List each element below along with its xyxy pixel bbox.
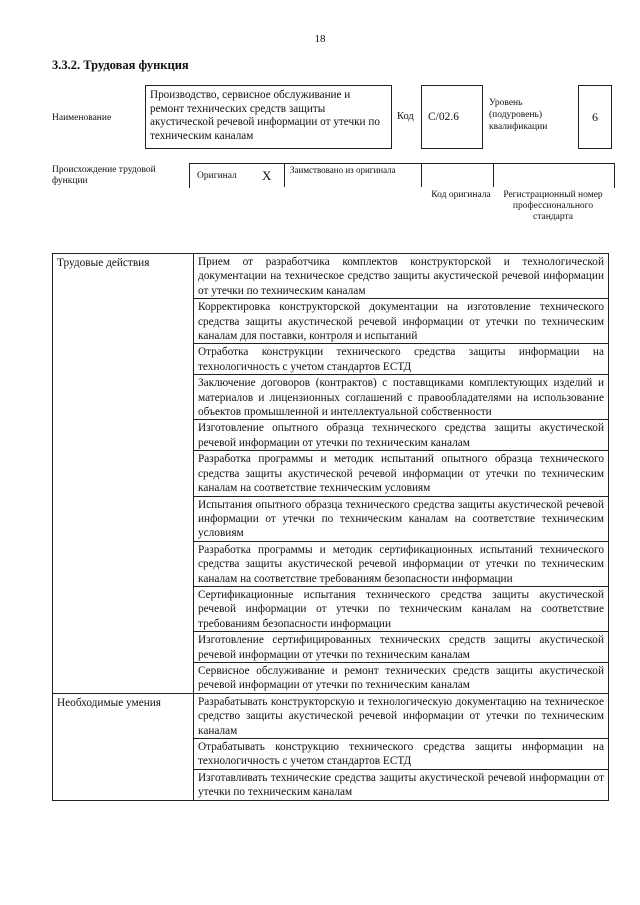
section-title: 3.3.2. Трудовая функция	[52, 58, 189, 72]
original-cell	[190, 164, 285, 187]
borrowed-label: Заимствовано из оригинала	[290, 165, 396, 175]
section-item: Изготавливать технические средства защиты акустической речевой информации от утечки по техническим каналам	[194, 769, 609, 800]
section-item: Сервисное обслуживание и ремонт технических средств защиты акустической речевой информации от утечки по техническим каналам	[194, 662, 609, 693]
function-name: Производство, сервисное обслуживание и ремонт технических средств защиты акустической речевой информации от утечки по техническим каналам	[145, 85, 392, 149]
section-category: Трудовые действия	[53, 254, 194, 694]
section-item: Корректировка конструкторской документации на изготовление технического средства защиты акустической речевой информации от утечки по техническим каналам для поставки, контроля и испытаний	[194, 299, 609, 344]
code-label: Код	[397, 111, 414, 122]
reg-number-label: Регистрационный номер профессионального стандарта	[503, 190, 603, 222]
original-label: Оригинал	[197, 171, 237, 181]
section-item: Отрабатывать конструкцию технического средства защиты информации на технологичность с учетом стандартов ЕСТД	[194, 739, 609, 770]
section-item: Изготовление опытного образца технического средства защиты акустической речевой информации от утечки по техническим каналам	[194, 420, 609, 451]
section-item: Испытания опытного образца технического средства защиты акустической речевой информации от утечки по техническим каналам на соответствие техническим условиям	[194, 496, 609, 541]
section-item: Разрабатывать конструкторскую и технологическую документацию на техническое средство защиты акустической речевой информации от утечки по техническим каналам	[194, 693, 609, 738]
reg-number-cell	[494, 164, 612, 187]
section-item: Разработка программы и методик испытаний опытного образца технического средства защиты акустической речевой информации от утечки по техническим каналам на соответствие техническим условиям	[194, 451, 609, 496]
table-row	[53, 254, 609, 299]
function-details-table	[52, 253, 609, 801]
table-row	[53, 693, 609, 738]
origin-label: Происхождение трудовой функции	[52, 165, 156, 186]
section-item: Разработка программы и методик сертификационных испытаний технического средства защиты акустической речевой информации от утечки по техническим каналам на соответствие требованиям безопасности информации	[194, 541, 609, 586]
section-item: Отработка конструкции технического средства защиты информации на технологичность с учетом стандартов ЕСТД	[194, 344, 609, 375]
section-item: Прием от разработчика комплектов конструкторской и технологической документации на техническое средство защиты акустической речевой информации от утечки по техническим каналам	[194, 254, 609, 299]
section-category: Необходимые умения	[53, 693, 194, 800]
code-original-cell	[422, 164, 494, 187]
original-mark: X	[262, 168, 272, 183]
function-code: С/02.6	[421, 85, 483, 149]
section-item: Сертификационные испытания технического средства защиты акустической речевой информации от утечки по техническим каналам на соответствие требованиям безопасности информации	[194, 586, 609, 631]
level-label: Уровень (подуровень) квалификации	[489, 98, 548, 132]
code-original-label: Код оригинала	[431, 190, 491, 200]
qualification-level: 6	[578, 85, 612, 149]
section-item: Изготовление сертифицированных технических средств защиты акустической речевой информации от утечки по техническим каналам	[194, 632, 609, 663]
name-label: Наименование	[52, 113, 112, 123]
section-item: Заключение договоров (контрактов) с поставщиками комплектующих изделий и материалов и лицензионных соглашений с правообладателями на использование объектов промышленной и интеллектуальной собственности	[194, 375, 609, 420]
borrowed-cell	[285, 164, 422, 187]
page-number: 18	[314, 33, 326, 45]
origin-row	[189, 163, 615, 188]
